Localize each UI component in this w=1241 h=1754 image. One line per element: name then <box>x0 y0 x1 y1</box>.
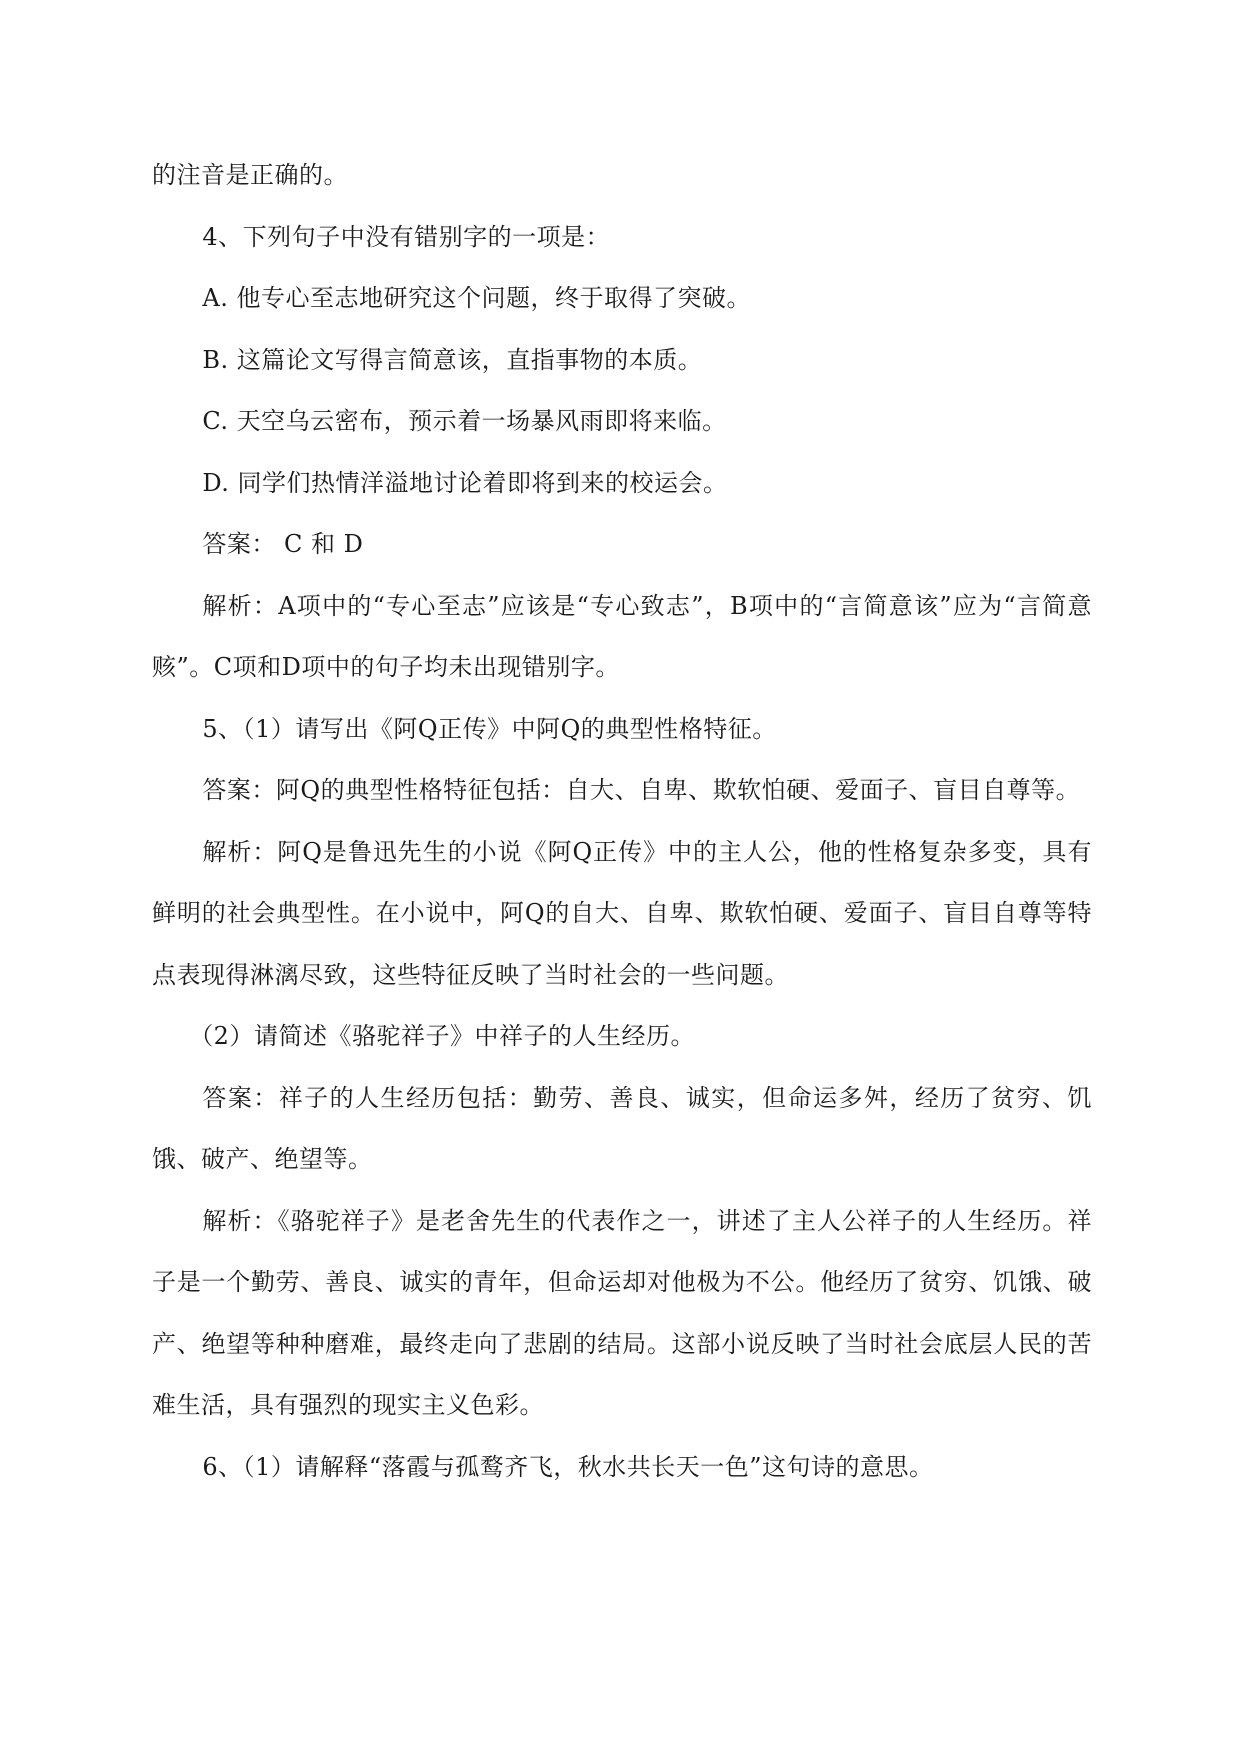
answer-5-2: 答案：祥子的人生经历包括：勤劳、善良、诚实，但命运多舛，经历了贫穷、饥饿、破产、绝望等。 <box>152 1083 1092 1173</box>
explanation-5-2: 解析：《骆驼祥子》是老舍先生的代表作之一，讲述了主人公祥子的人生经历。祥子是一个勤劳、善良、诚实的青年，但命运却对他极为不公。他经历了贫穷、饥饿、破产、绝望等种种磨难，最终走向了悲剧的结局。这部小说反映了当时社会底层人民的苦难生活，具有强烈的现实主义色彩。 <box>152 1206 1092 1419</box>
option-a: A. 他专心至志地研究这个问题，终于取得了突破。 <box>202 284 751 312</box>
option-c: C. 天空乌云密布，预示着一场暴风雨即将来临。 <box>202 407 727 435</box>
question-5-2: （2）请简述《骆驼祥子》中祥子的人生经历。 <box>189 1022 695 1050</box>
answer-5-1: 答案：阿Q的典型性格特征包括：自大、自卑、欺软怕硬、爱面子、盲目自尊等。 <box>202 776 1081 804</box>
question-4: 4、下列句子中没有错别字的一项是： <box>202 222 611 251</box>
document-body <box>152 145 1092 1498</box>
question-6-1: 6、（1）请解释“落霞与孤鹜齐飞，秋水共长天一色”这句诗的意思。 <box>202 1452 934 1481</box>
option-d: D. 同学们热情洋溢地讨论着即将到来的校运会。 <box>202 468 728 497</box>
explanation-4: 解析：A项中的“专心至志”应该是“专心致志”，B项中的“言简意该”应为“言简意赅”。C项和D项中的句子均未出现错别字。 <box>152 591 1092 681</box>
explanation-5-1: 解析：阿Q是鲁迅先生的小说《阿Q正传》中的主人公，他的性格复杂多变，具有鲜明的社会典型性。在小说中，阿Q的自大、自卑、欺软怕硬、爱面子、盲目自尊等特点表现得淋漓尽致，这些特征反映了当时社会的一些问题。 <box>152 837 1092 989</box>
text-continuation: 的注音是正确的。 <box>152 161 348 189</box>
option-b: B. 这篇论文写得言简意该，直指事物的本质。 <box>202 345 703 374</box>
question-5-1: 5、（1）请写出《阿Q正传》中阿Q的典型性格特征。 <box>202 714 777 743</box>
answer-4: 答案： C 和 D <box>202 530 364 558</box>
